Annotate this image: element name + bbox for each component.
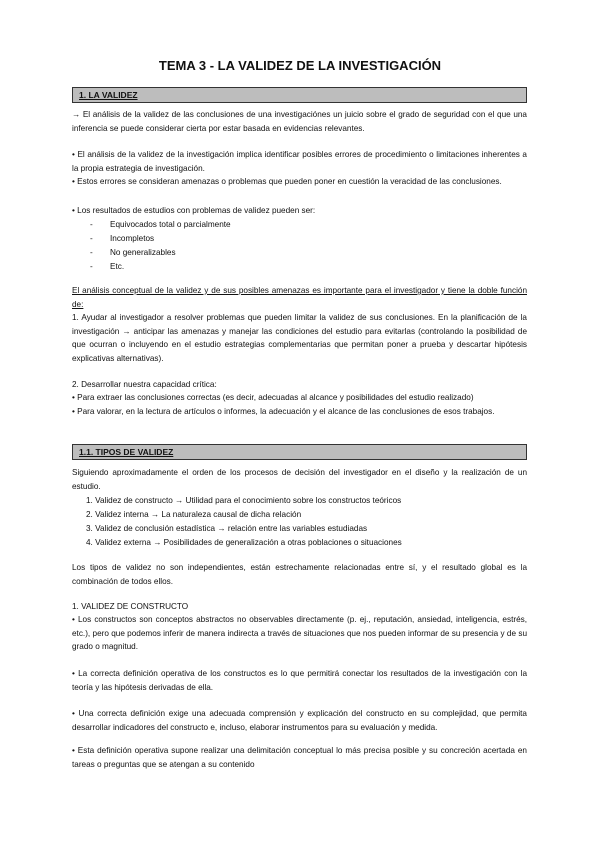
bullet-analysis: • El análisis de la validez de la investigación implica identificar posibles errores de procedimiento o limitaciones inherentes a la propia estrategia de investigación. — [72, 150, 527, 173]
function-one: 1. Ayudar al investigador a resolver problemas que pueden limitar la validez de sus conclusiones. En la planificación de la investigación → anticipar las amenazas y manejar las condiciones del estudio para evitarlas (controlando la posibilidad de que ocurran o incluyendo en el estudio estrategias complementarias que permitan poner a prueba y descartar hipótesis explicativas alternativas). — [72, 313, 527, 363]
list-item-text: Etc. — [110, 262, 125, 271]
construct-heading: 1. VALIDEZ DE CONSTRUCTO — [72, 602, 189, 611]
type-item: 3. Validez de conclusión estadística → relación entre las variables estudiadas — [86, 524, 368, 533]
list-item — [90, 246, 176, 260]
type-item: 4. Validez externa → Posibilidades de generalización a otras poblaciones o situaciones — [86, 538, 402, 547]
dash-marker: - — [90, 220, 93, 229]
list-item — [90, 260, 124, 274]
construct-bullet-1: • Los constructos son conceptos abstractos no observables directamente (p. ej., reputación, ansiedad, inteligencia, estrés, etc.), pero que podemos inferir de manera indirecta a través de situaciones que nos pueden informar de su presencia y de su grado o magnitud. — [72, 615, 527, 651]
bullet-results: • Los resultados de estudios con problemas de validez pueden ser: — [72, 206, 316, 215]
construct-bullet-2: • La correcta definición operativa de los constructos es lo que permitirá conectar los resultados de la investigación con la teoría y las hipótesis derivadas de ella. — [72, 669, 527, 692]
list-item-text: Incompletos — [110, 234, 155, 243]
type-item: 2. Validez interna → La naturaleza causal de dicha relación — [86, 510, 302, 519]
function-two-a: • Para extraer las conclusiones correctas (es decir, adecuadas al alcance y posibilidades del estudio realizado) — [72, 393, 474, 402]
section-heading-text: 1.1. TIPOS DE VALIDEZ — [79, 447, 174, 457]
construct-bullet-4: • Esta definición operativa supone realizar una delimitación conceptual lo más precisa posible y su concreción acertada en tareas o preguntas que se atengan a su contenido — [72, 746, 527, 769]
construct-bullet-3: • Una correcta definición exige una adecuada comprensión y explicación del constructo en su complejidad, que permita desarrollar indicadores del constructo e, incluso, elaborar instrumentos para su evaluación y medida. — [72, 709, 527, 732]
section-heading-validez — [72, 87, 527, 103]
types-intro: Siguiendo aproximadamente el orden de los procesos de decisión del investigador en el diseño y la realización de un estudio. — [72, 468, 527, 491]
list-item — [90, 232, 154, 246]
list-item — [90, 218, 231, 232]
function-two-b: • Para valorar, en la lectura de artículos o informes, la adecuación y el alcance de las conclusiones de esos trabajos. — [72, 407, 495, 416]
types-relation: Los tipos de validez no son independientes, están estrechamente relacionadas entre sí, y el resultado global es la combinación de todos ellos. — [72, 563, 527, 586]
bullet-errors: • Estos errores se consideran amenazas o problemas que pueden poner en cuestión la veracidad de las conclusiones. — [72, 177, 502, 186]
underlined-statement: El análisis conceptual de la validez y de sus posibles amenazas es importante para el investigador y tiene la doble función de: — [72, 286, 527, 309]
section-heading-tipos — [72, 444, 527, 460]
dash-marker: - — [90, 262, 93, 271]
list-item-text: No generalizables — [110, 248, 176, 257]
dash-marker: - — [90, 234, 93, 243]
page-title: TEMA 3 - LA VALIDEZ DE LA INVESTIGACIÓN — [158, 58, 442, 73]
list-item-text: Equivocados total o parcialmente — [110, 220, 231, 229]
dash-marker: - — [90, 248, 93, 257]
type-item: 1. Validez de constructo → Utilidad para el conocimiento sobre los constructos teóricos — [86, 496, 402, 505]
section-heading-text: 1. LA VALIDEZ — [79, 90, 138, 100]
paragraph-intro: → El análisis de la validez de las conclusiones de una investigaciónes un juicio sobre el grado de seguridad con el que una inferencia se puede considerar cierta por estar basada en evidencias relevantes. — [72, 110, 527, 133]
function-two: 2. Desarrollar nuestra capacidad crítica: — [72, 380, 217, 389]
